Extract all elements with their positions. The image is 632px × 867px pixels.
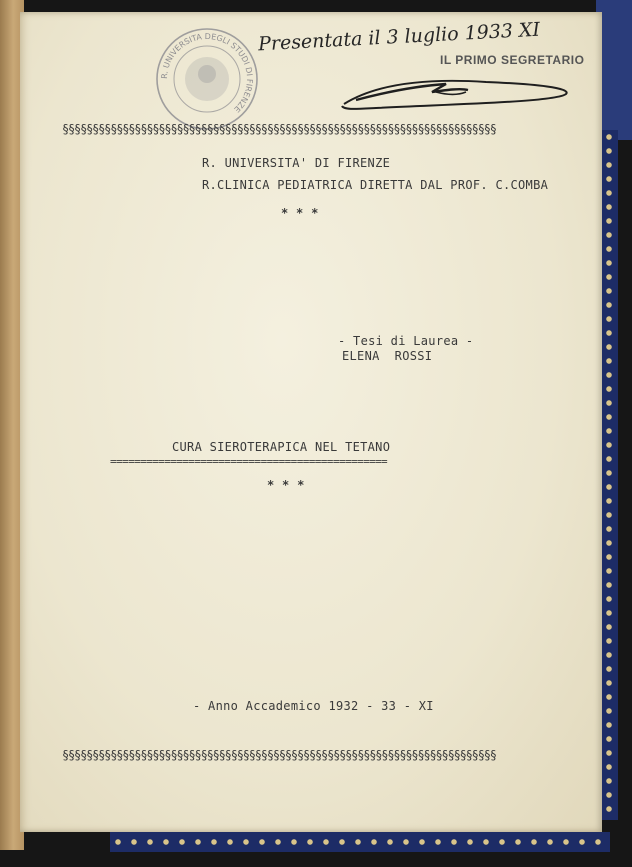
binding-pattern-right [600, 130, 618, 820]
thesis-title: CURA SIEROTERAPICA NEL TETANO [172, 440, 391, 454]
secretary-signature [336, 74, 576, 114]
title-underline: ============================================== [110, 455, 388, 468]
separator-stars-middle: * * * [267, 478, 305, 492]
binding-pattern-bottom [110, 832, 610, 852]
university-seal-stamp [154, 26, 260, 132]
thesis-label: - Tesi di Laurea - [338, 334, 474, 348]
svg-text:R. UNIVERSITA DEGLI STUDI DI F: R. UNIVERSITA DEGLI STUDI DI FIRENZE [159, 31, 255, 115]
academic-year: - Anno Accademico 1932 - 33 - XI [193, 699, 434, 713]
decorative-border-bottom: §§§§§§§§§§§§§§§§§§§§§§§§§§§§§§§§§§§§§§§§§§§§§§§§§§§§§§§§§§§§§§§§§§§§§§§§ [62, 748, 496, 762]
clinic-name: R.CLINICA PEDIATRICA DIRETTA DAL PROF. C.COMBA [202, 178, 549, 192]
decorative-border-top: §§§§§§§§§§§§§§§§§§§§§§§§§§§§§§§§§§§§§§§§§§§§§§§§§§§§§§§§§§§§§§§§§§§§§§§§ [62, 122, 496, 136]
secretary-stamp-label: IL PRIMO SEGRETARIO [440, 53, 585, 67]
separator-stars-top: * * * [281, 206, 319, 220]
thesis-author: ELENA ROSSI [342, 349, 433, 363]
university-name: R. UNIVERSITA' DI FIRENZE [202, 156, 391, 170]
handwritten-submission-note: Presentata il 3 luglio 1933 XI [257, 18, 541, 56]
